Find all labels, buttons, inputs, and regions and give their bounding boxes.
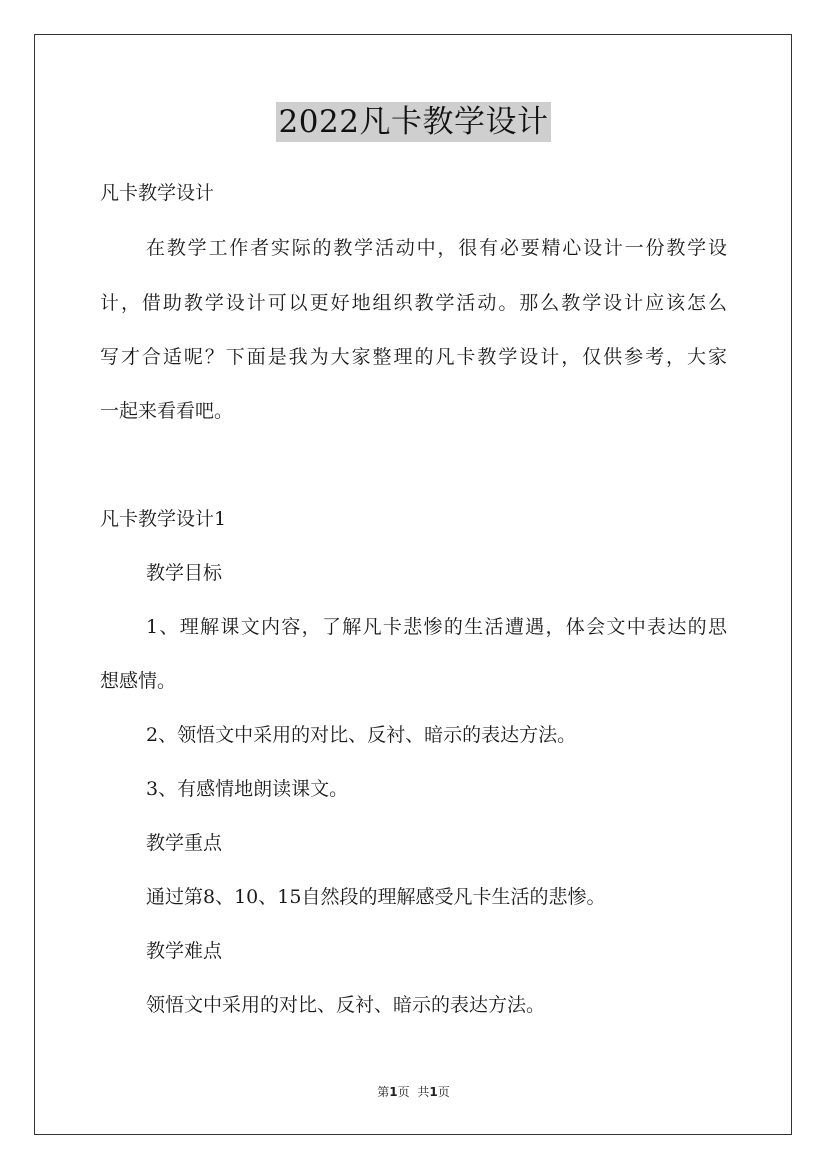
- difficulty-heading: 教学难点: [146, 940, 223, 962]
- intro-line-3: 写才合适呢？下面是我为大家整理的凡卡教学设计，仅供参考，大家: [100, 346, 727, 368]
- footer-page-number: 1: [389, 1085, 398, 1099]
- title-wrap: [0, 102, 827, 142]
- keypoint-heading: 教学重点: [146, 832, 223, 854]
- difficulty-text: 领悟文中采用的对比、反衬、暗示的表达方法。: [146, 994, 546, 1016]
- footer-page-prefix: 第: [377, 1085, 390, 1099]
- goals-heading: 教学目标: [146, 562, 223, 584]
- goal-2: 2、领悟文中采用的对比、反衬、暗示的表达方法。: [146, 724, 577, 746]
- footer-total-suffix: 页: [437, 1085, 450, 1099]
- intro-line-2: 计，借助教学设计可以更好地组织教学活动。那么教学设计应该怎么: [100, 292, 727, 314]
- goal-3: 3、有感情地朗读课文。: [146, 778, 349, 800]
- intro-line-4: 一起来看看吧。: [100, 400, 234, 422]
- section-heading: 凡卡教学设计1: [100, 508, 227, 530]
- footer-total-prefix: 共: [417, 1085, 430, 1099]
- goal-1-line-2: 想感情。: [100, 670, 177, 692]
- page-footer: [0, 1084, 827, 1100]
- document-title: 2022凡卡教学设计: [276, 102, 552, 142]
- intro-line-1: 在教学工作者实际的教学活动中，很有必要精心设计一份教学设: [146, 237, 727, 259]
- subtitle: 凡卡教学设计: [100, 182, 215, 204]
- footer-page-suffix: 页: [397, 1085, 410, 1099]
- footer-total-number: 1: [429, 1085, 438, 1099]
- goal-1-line-1: 1、理解课文内容，了解凡卡悲惨的生活遭遇，体会文中表达的思: [146, 616, 727, 638]
- keypoint-text: 通过第8、10、15自然段的理解感受凡卡生活的悲惨。: [146, 886, 606, 908]
